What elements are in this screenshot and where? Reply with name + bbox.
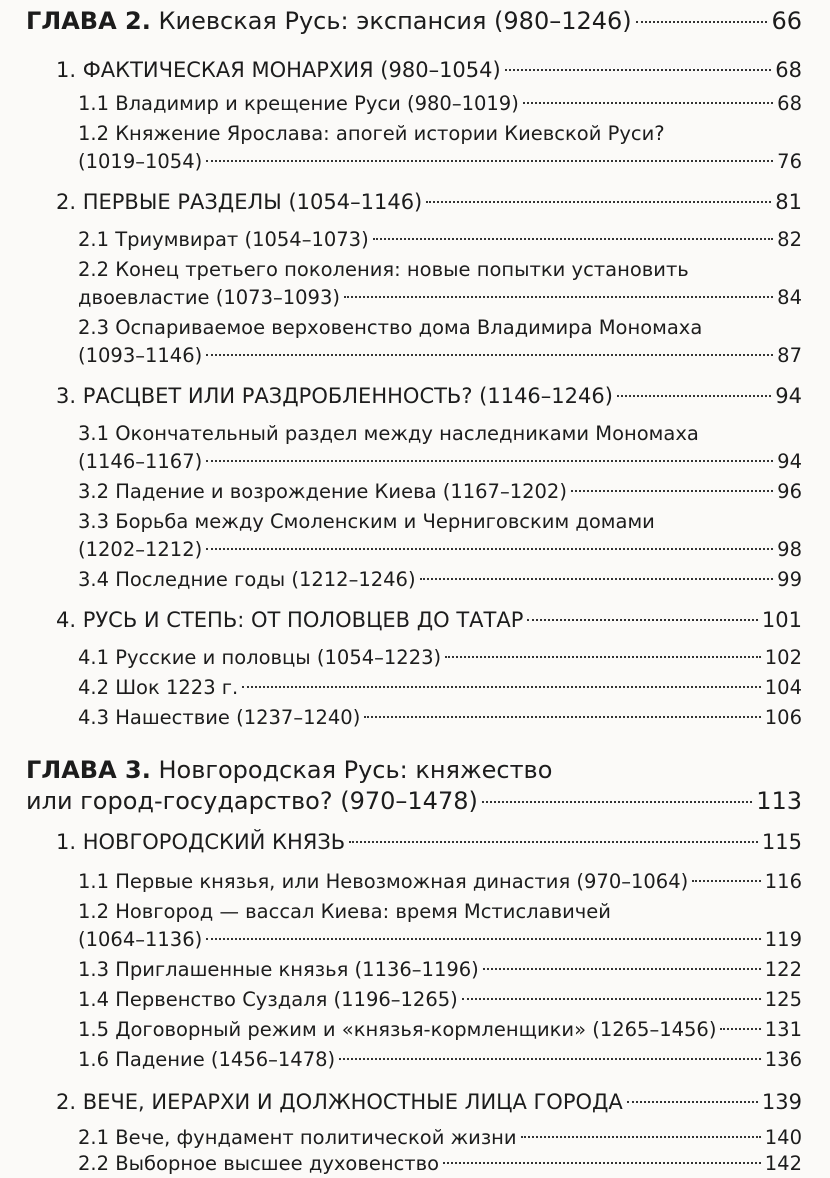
toc-subsection[interactable] [78,284,802,312]
toc-chapter-2[interactable] [26,6,802,36]
dot-leader [462,998,761,1000]
subsection-title-line2: (1093–1146) [78,344,203,367]
dot-leader [521,1136,761,1138]
toc-section[interactable] [56,382,802,410]
dot-leader [483,968,761,970]
dot-leader [339,1058,761,1060]
subsection-title: 4.3 Нашествие (1237–1240) [78,706,361,729]
subsection-title: 1.1 Владимир и крещение Руси (980–1019) [78,92,519,115]
page-number: 96 [777,480,802,503]
toc-subsection[interactable] [78,448,802,476]
toc-section[interactable] [56,828,802,856]
page-number: 104 [764,676,802,699]
page-number: 122 [764,958,802,981]
dot-leader [206,160,773,162]
toc-subsection[interactable] [78,644,802,672]
dot-leader [720,1028,760,1030]
dot-leader [344,296,773,298]
dot-leader [206,354,773,356]
section-title: 4. РУСЬ И СТЕПЬ: ОТ ПОЛОВЦЕВ ДО ТАТАР [56,608,524,632]
toc-subsection[interactable] [78,868,802,896]
dot-leader [636,21,768,23]
dot-leader [692,880,761,882]
subsection-title: 3.2 Падение и возрождение Киева (1167–1202) [78,480,567,503]
toc-section[interactable] [56,188,802,216]
dot-leader [420,578,774,580]
subsection-title: 4.2 Шок 1223 г. [78,676,239,699]
toc-chapter-3-line1[interactable] [26,756,552,784]
subsection-title-line1[interactable]: 1.2 Княжение Ярослава: апогей истории Киевской Руси? [78,122,665,145]
chapter-title-line2: или город-государство? (970–1478) [26,787,478,815]
toc-subsection[interactable] [78,704,802,732]
subsection-title: 4.1 Русские и половцы (1054–1223) [78,646,442,669]
subsection-title-line2: двоевластие (1073–1093) [78,286,340,309]
dot-leader [364,716,760,718]
dot-leader [349,841,758,843]
dot-leader [617,395,771,397]
section-title: 2. ПЕРВЫЕ РАЗДЕЛЫ (1054–1146) [56,190,423,214]
subsection-title-line1[interactable]: 3.3 Борьба между Смоленским и Черниговским домами [78,510,655,533]
toc-section[interactable] [56,56,802,84]
chapter-title: Киевская Русь: экспансия (980–1246) [158,7,632,35]
toc-subsection[interactable] [78,226,802,254]
subsection-title-line2: (1019–1054) [78,150,203,173]
page-number: 68 [777,92,802,115]
subsection-title: 2.2 Выборное высшее духовенство [78,1152,440,1175]
page-number: 136 [764,1048,802,1071]
dot-leader [206,548,773,550]
page-number: 139 [761,1090,802,1114]
page-number: 101 [761,608,802,632]
page-number: 94 [777,450,802,473]
dot-leader [426,201,771,203]
page-number: 94 [775,384,802,408]
toc-section[interactable] [56,606,802,634]
dot-leader [523,102,773,104]
page-number: 142 [764,1152,802,1175]
subsection-title-line1[interactable]: 1.2 Новгород — вассал Киева: время Мстиславичей [78,900,611,923]
subsection-title: 1.5 Договорный режим и «князья-кормленщики» (1265–1456) [78,1018,717,1041]
subsection-title-line1[interactable]: 2.3 Оспариваемое верховенство дома Владимира Мономаха [78,316,703,339]
page-number: 66 [771,7,802,35]
chapter-label: ГЛАВА 2. [26,7,151,35]
dot-leader [373,238,773,240]
subsection-title: 1.1 Первые князья, или Невозможная династия (970–1064) [78,870,689,893]
subsection-title-line2: (1064–1136) [78,928,203,951]
page-number: 106 [764,706,802,729]
page-number: 81 [775,190,802,214]
dot-leader [443,1162,761,1164]
page-number: 140 [764,1126,802,1149]
toc-subsection[interactable] [78,342,802,370]
subsection-title: 3.4 Последние годы (1212–1246) [78,568,416,591]
subsection-title: 2.1 Вече, фундамент политической жизни [78,1126,517,1149]
subsection-title-line1[interactable]: 2.2 Конец третьего поколения: новые попытки установить [78,258,689,281]
dot-leader [627,1101,758,1103]
subsection-title-line2: (1146–1167) [78,450,203,473]
section-title: 1. ФАКТИЧЕСКАЯ МОНАРХИЯ (980–1054) [56,58,501,82]
toc-subsection[interactable] [78,478,802,506]
chapter-title-line1: Новгородская Русь: княжество [158,756,553,784]
toc-section[interactable] [56,1088,802,1116]
toc-subsection[interactable] [78,1124,802,1152]
toc-subsection[interactable] [78,956,802,984]
toc-subsection[interactable] [78,90,802,118]
page-number: 116 [764,870,802,893]
toc-chapter-3[interactable] [26,786,802,816]
subsection-title-line1[interactable]: 3.1 Окончательный раздел между наследниками Мономаха [78,422,699,445]
page-number: 82 [777,228,802,251]
page-number: 87 [777,344,802,367]
dot-leader [505,69,772,71]
toc-subsection[interactable] [78,566,802,594]
toc-subsection[interactable] [78,986,802,1014]
toc-subsection[interactable] [78,1016,802,1044]
page-number: 102 [764,646,802,669]
page-number: 125 [764,988,802,1011]
page-number: 76 [777,150,802,173]
toc-subsection[interactable] [78,926,802,954]
subsection-title: 2.1 Триумвират (1054–1073) [78,228,369,251]
dot-leader [527,619,758,621]
page-number: 131 [764,1018,802,1041]
page-number: 98 [777,538,802,561]
page-number: 68 [775,58,802,82]
subsection-title: 1.3 Приглашенные князья (1136–1196) [78,958,479,981]
toc-subsection[interactable] [78,536,802,564]
subsection-title: 1.4 Первенство Суздаля (1196–1265) [78,988,458,1011]
page-number: 99 [777,568,802,591]
page-number: 113 [756,787,802,815]
toc-subsection[interactable] [78,1150,802,1178]
toc-subsection[interactable] [78,1046,802,1074]
section-title: 1. НОВГОРОДСКИЙ КНЯЗЬ [56,830,346,854]
section-title: 2. ВЕЧЕ, ИЕРАРХИ И ДОЛЖНОСТНЫЕ ЛИЦА ГОРОДА [56,1090,623,1114]
toc-subsection[interactable] [78,674,802,702]
subsection-title-line2: (1202–1212) [78,538,203,561]
dot-leader [242,686,761,688]
dot-leader [482,801,752,803]
section-title: 3. РАСЦВЕТ ИЛИ РАЗДРОБЛЕННОСТЬ? (1146–1246) [56,384,613,408]
dot-leader [206,460,773,462]
page-number: 84 [777,286,802,309]
dot-leader [206,938,761,940]
subsection-title: 1.6 Падение (1456–1478) [78,1048,336,1071]
dot-leader [571,490,773,492]
toc-subsection[interactable] [78,148,802,176]
chapter-label: ГЛАВА 3. [26,756,151,784]
dot-leader [445,656,761,658]
page-number: 119 [764,928,802,951]
page-number: 115 [761,830,802,854]
